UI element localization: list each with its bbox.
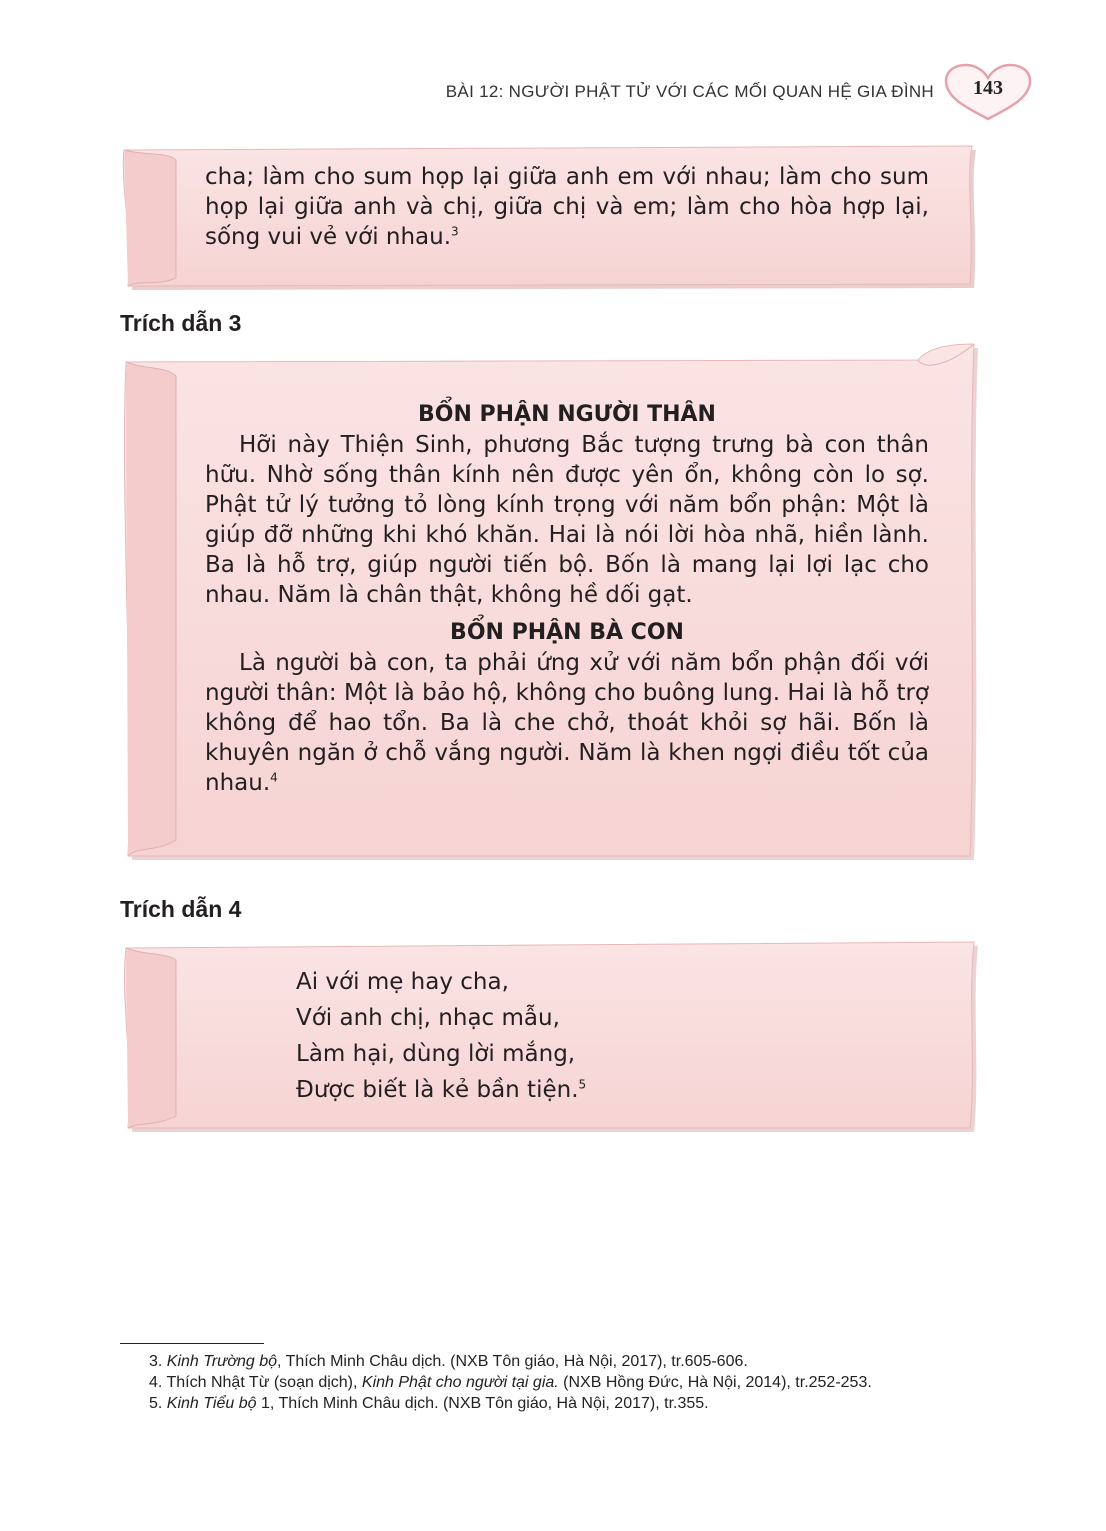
- scroll-4-poem: [296, 964, 856, 1108]
- chapter-title: BÀI 12: NGƯỜI PHẬT TỬ VỚI CÁC MỐI QUAN HỆ GIA ĐÌNH: [445, 82, 934, 101]
- heading-bon-phan-ba-con: BỔN PHẬN BÀ CON: [450, 620, 684, 645]
- quote-scroll-1: [118, 140, 978, 290]
- poem-line-2: Với anh chị, nhạc mẫu,: [296, 1005, 560, 1031]
- section-label-quote-4: Trích dẫn 4: [120, 896, 242, 922]
- paragraph-nguoi-than: Hỡi này Thiện Sinh, phương Bắc tượng trưng bà con thân hữu. Nhờ sống thân kính nên được yên ổn, không còn lo sợ. Phật tử lý tưởng tỏ lòng kính trọng với năm bổn phận: Một là giúp đỡ những khi khó khăn. Hai là nói lời hòa nhã, hiền lành. Ba là hỗ trợ, giúp người tiến bộ. Bốn là mang lại lợi lạc cho nhau. Năm là chân thật, không hề dối gạt.: [205, 432, 929, 608]
- page-number: 143: [973, 77, 1003, 99]
- footnote-ref-5: 5: [578, 1077, 587, 1092]
- poem-line-3: Làm hại, dùng lời mắng,: [296, 1041, 576, 1067]
- page-number-badge: [940, 61, 1036, 123]
- box1-text: cha; làm cho sum họp lại giữa anh em với nhau; làm cho sum họp lại giữa anh và chị, giữa chị và em; làm cho hòa hợp lại, sống vui vẻ với nhau.: [205, 164, 929, 250]
- poem-line-4: Được biết là kẻ bần tiện.: [296, 1077, 579, 1103]
- footnote-ref-4: 4: [270, 770, 278, 785]
- section-label-quote-3: Trích dẫn 3: [120, 310, 242, 336]
- poem-line-1: Ai với mẹ hay cha,: [296, 969, 509, 995]
- paragraph-ba-con: Là người bà con, ta phải ứng xử với năm bổn phận đối với người thân: Một là bảo hộ, không cho buông lung. Hai là hỗ trợ không để hao tổn. Ba là che chở, thoát khỏi sợ hãi. Bốn là khuyên ngăn ở chỗ vắng người. Năm là khen ngợi điều tốt của nhau.: [205, 650, 929, 796]
- page-header: [446, 70, 1036, 114]
- heading-bon-phan-nguoi-than: BỔN PHẬN NGƯỜI THÂN: [418, 402, 716, 427]
- quote-scroll-3: [118, 340, 978, 862]
- quote-scroll-4: [118, 938, 978, 1134]
- footnote-ref-3: 3: [451, 224, 459, 239]
- footnote-5: 5. Kinh Tiểu bộ 1, Thích Minh Châu dịch. (NXB Tôn giáo, Hà Nội, 2017), tr.355.: [149, 1395, 709, 1412]
- footnote-3: 3. Kinh Trường bộ, Thích Minh Châu dịch. (NXB Tôn giáo, Hà Nội, 2017), tr.605-606.: [149, 1353, 748, 1370]
- footnotes: [120, 1351, 1000, 1414]
- scroll-3-text: [205, 400, 929, 798]
- footnote-4: 4. Thích Nhật Từ (soạn dịch), Kinh Phật cho người tại gia. (NXB Hồng Đức, Hà Nội, 2014), tr.252-253.: [149, 1374, 872, 1391]
- scroll-1-text: [205, 162, 929, 252]
- footnote-divider: [120, 1343, 264, 1344]
